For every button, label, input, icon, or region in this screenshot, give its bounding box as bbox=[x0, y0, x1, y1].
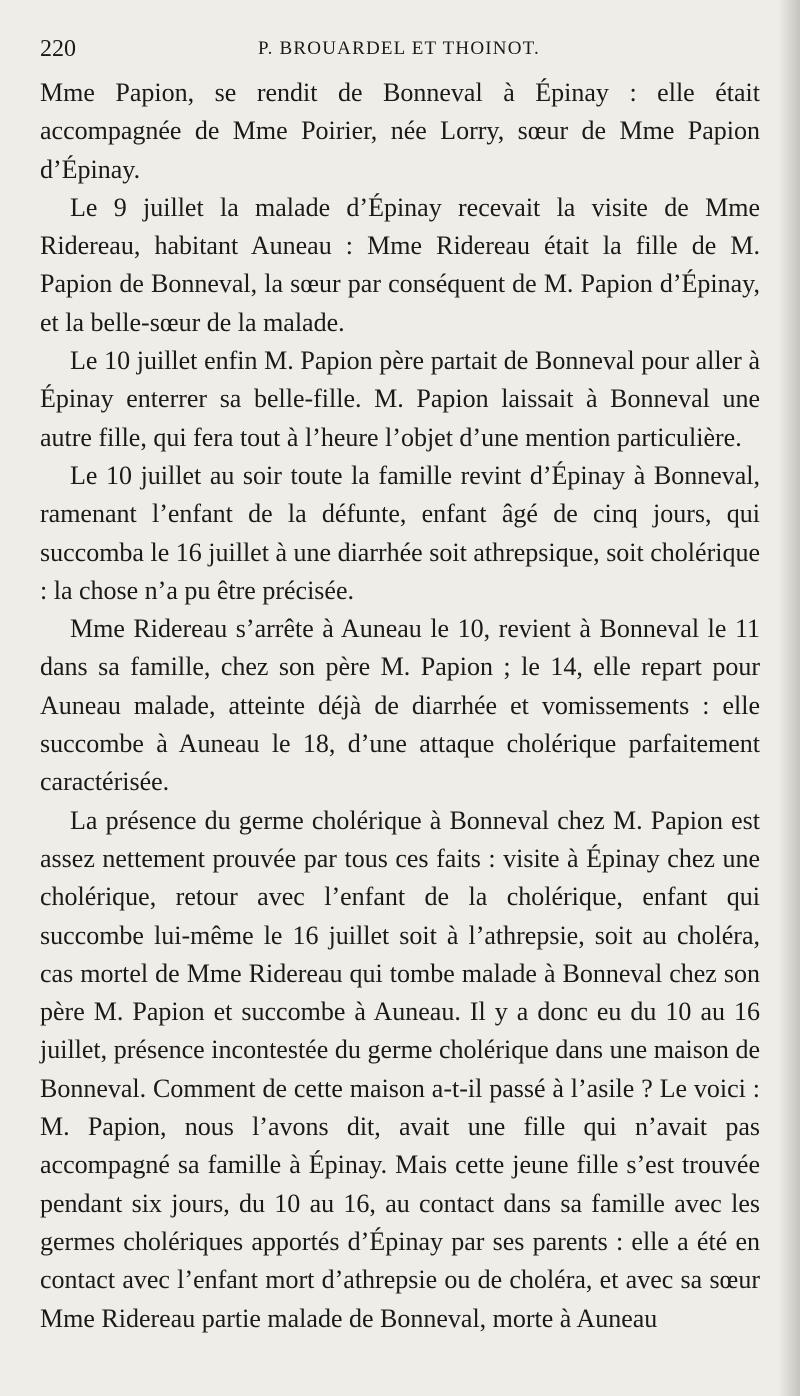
paragraph: Le 10 juillet au soir toute la famille revint d’Épinay à Bonneval, ramenant l’enfant de la défunte, enfant âgé de cinq jours, qui succomba le 16 juillet à une diarrhée soit athrepsique, soit cholérique : la chose n’a pu être précisée. bbox=[40, 460, 760, 605]
paragraph: Mme Ridereau s’arrête à Auneau le 10, revient à Bonneval le 11 dans sa famille, chez son père M. Papion ; le 14, elle repart pour Auneau malade, atteinte déjà de diarrhée et vomissements : elle succombe à Auneau le 18, d’une attaque cholérique parfaitement caractérisée. bbox=[40, 614, 760, 797]
body-text bbox=[40, 74, 760, 1338]
page-header bbox=[40, 36, 760, 66]
page-number: 220 bbox=[40, 36, 76, 62]
paragraph: Le 9 juillet la malade d’Épinay recevait la visite de Mme Ridereau, habitant Auneau : Mme Ridereau était la fille de M. Papion de Bonneval, la sœur par conséquent de M. Papion d’Épinay, et la belle-sœur de la malade. bbox=[40, 192, 760, 337]
running-head: P. BROUARDEL ET THOINOT. bbox=[258, 38, 540, 59]
paragraph: La présence du germe cholérique à Bonneval chez M. Papion est assez nettement prouvée par tous ces faits : visite à Épinay chez une cholérique, retour avec l’enfant de la cholérique, enfant qui succombe lui-même le 16 juillet soit à l’athrepsie, soit au choléra, cas mortel de Mme Ridereau qui tombe malade à Bonneval chez son père M. Papion et succombe à Auneau. Il y a donc eu du 10 au 16 juillet, présence incontestée du germe cholérique dans une maison de Bonneval. Comment de cette maison a-t-il passé à l’asile ? Le voici : M. Papion, nous l’avons dit, avait une fille qui n’avait pas accompagné sa famille à Épinay. Mais cette jeune fille s’est trouvée pendant six jours, du 10 au 16, au contact dans sa famille avec les germes cholériques apportés d’Épinay par ses parents : elle a été en contact avec l’enfant mort d’athrepsie ou de choléra, et avec sa sœur Mme Ridereau partie malade de Bonneval, morte à Auneau bbox=[40, 805, 760, 1333]
paragraph: Mme Papion, se rendit de Bonneval à Épinay : elle était accompagnée de Mme Poirier, née Lorry, sœur de Mme Papion d’Épinay. bbox=[40, 78, 760, 184]
page-edge-shadow bbox=[778, 0, 800, 1396]
paragraph: Le 10 juillet enfin M. Papion père partait de Bonneval pour aller à Épinay enterrer sa belle-fille. M. Papion laissait à Bonneval une autre fille, qui fera tout à l’heure l’objet d’une mention particulière. bbox=[40, 346, 760, 452]
